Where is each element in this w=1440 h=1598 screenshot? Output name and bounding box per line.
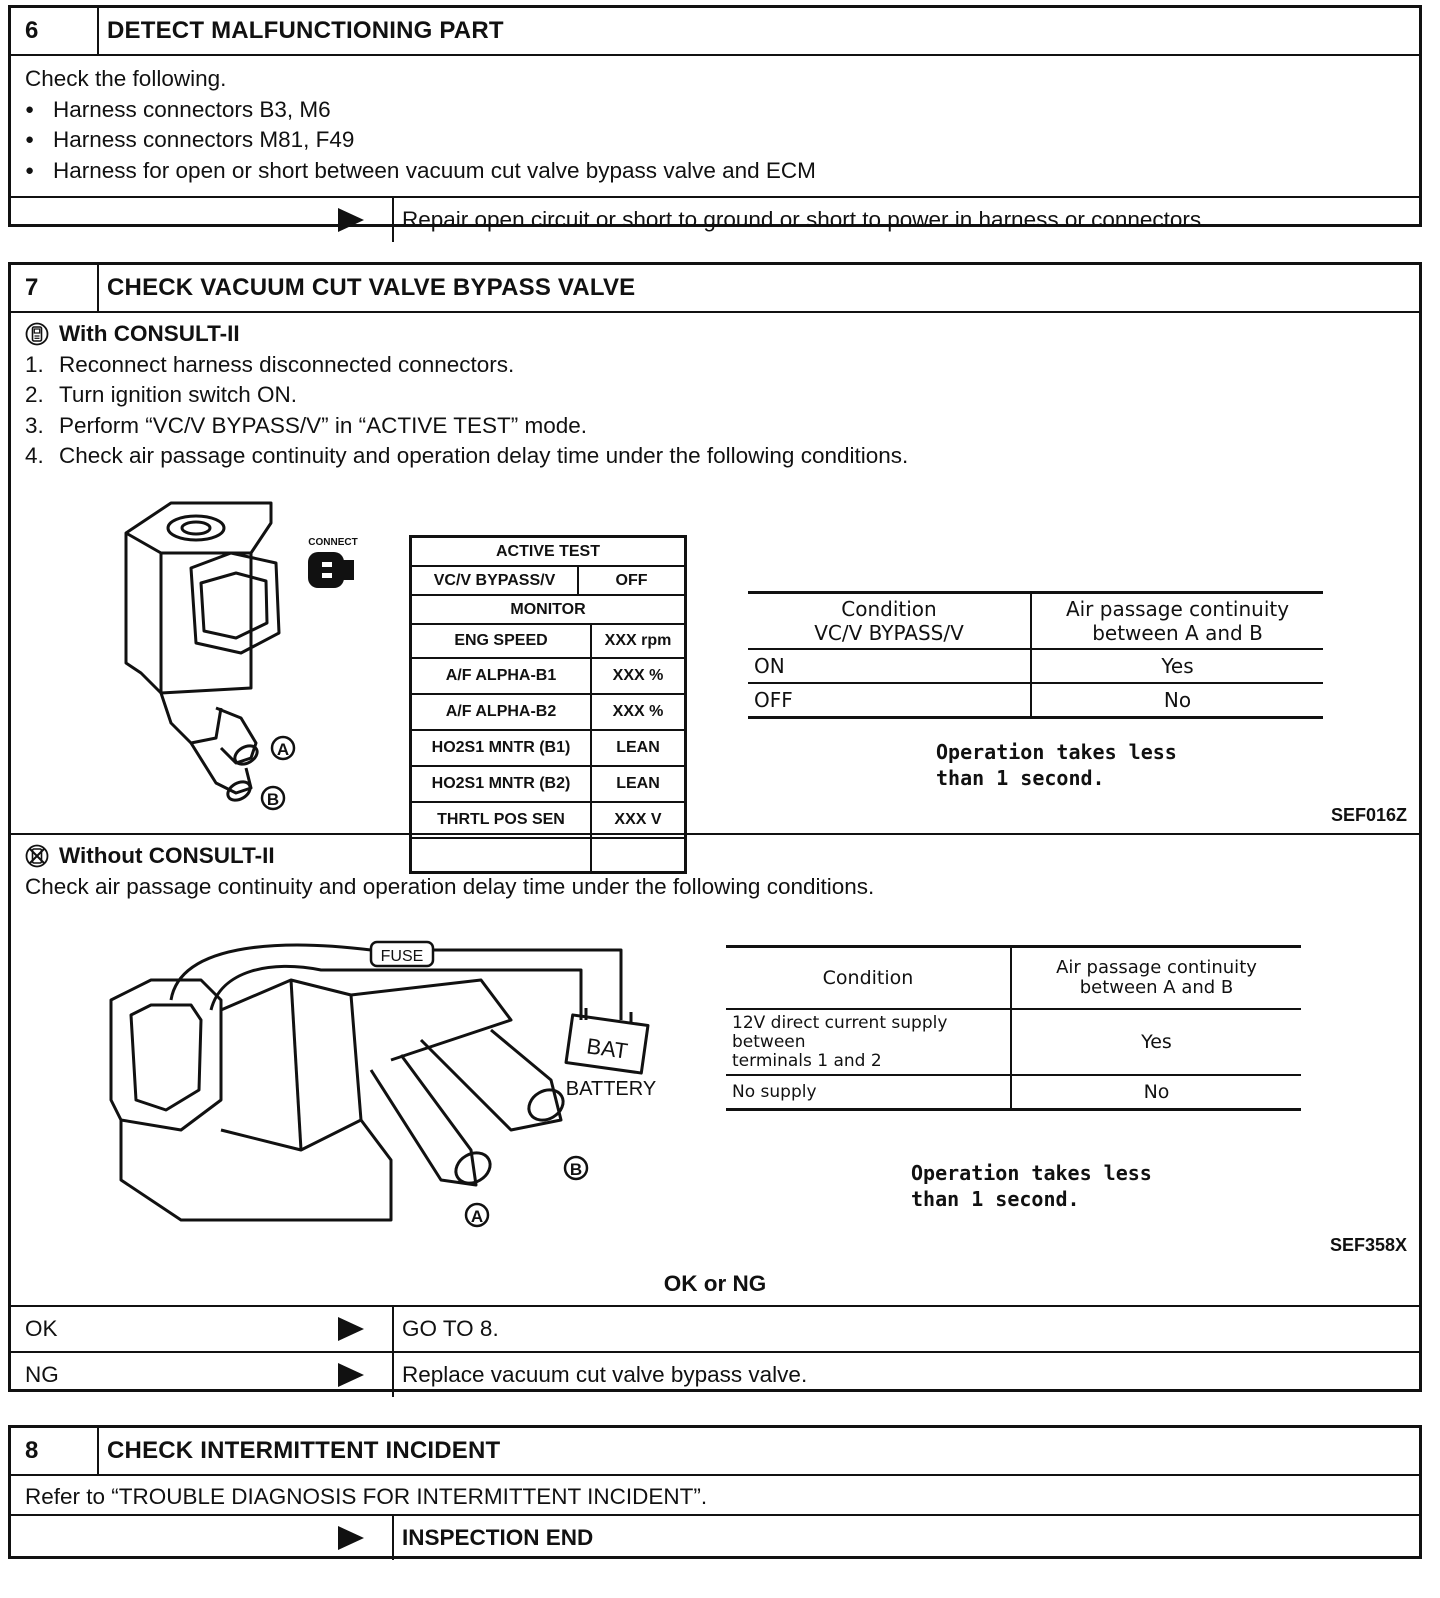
step-number: 6	[11, 8, 99, 54]
header-line: VC/V BYPASS/V	[814, 621, 964, 645]
step-text: Check air passage continuity and operation delay time under the following conditions.	[59, 443, 909, 468]
step-index: 3.	[25, 412, 44, 438]
condition-row	[748, 683, 1323, 718]
result-row	[11, 196, 1419, 242]
result-label-cell	[11, 198, 394, 242]
with-consult-section	[11, 313, 1419, 835]
condition-table-consult	[748, 591, 1323, 719]
monitor-item-value: LEAN	[616, 739, 660, 756]
note-line: than 1 second.	[911, 1187, 1080, 1211]
monitor-item-name: ENG SPEED	[412, 625, 592, 657]
monitor-item-value: XXX V	[614, 811, 662, 828]
consult-test-item-row	[412, 567, 684, 596]
bullet-item: ● Harness for open or short between vacuum cut valve bypass valve and ECM	[25, 156, 1405, 187]
monitor-item-value: XXX %	[612, 703, 664, 720]
monitor-item-value: LEAN	[616, 775, 660, 792]
test-item-name: VC/V BYPASS/V	[412, 567, 579, 594]
condition-table-header	[748, 593, 1323, 650]
condition-table-header	[726, 947, 1301, 1010]
step-6	[8, 5, 1422, 232]
result-cell: Yes	[1031, 649, 1323, 683]
condition-cell	[726, 1009, 1011, 1075]
condition-cell: No supply	[726, 1075, 1011, 1110]
monitor-row	[412, 659, 684, 695]
condition-line: terminals 1 and 2	[732, 1050, 882, 1071]
without-consult-section	[11, 835, 1419, 1305]
operation-note	[911, 1160, 1152, 1212]
fuse-label: FUSE	[380, 948, 424, 965]
step-number: 7	[11, 265, 99, 311]
condition-col-header	[748, 593, 1031, 650]
bypass-valve-battery-illustration	[91, 920, 691, 1230]
condition-row	[726, 1009, 1301, 1075]
port-b-label: B	[569, 1160, 583, 1179]
monitor-row	[412, 625, 684, 659]
test-item-value: OFF	[615, 571, 648, 589]
condition-row	[748, 649, 1323, 683]
active-test-title: ACTIVE TEST	[495, 542, 600, 560]
monitor-item-name: HO2S1 MNTR (B1)	[412, 731, 592, 765]
step-body	[11, 1476, 1419, 1514]
figure-code: SEF358X	[1329, 1235, 1407, 1255]
step-index: 4.	[25, 443, 44, 468]
port-b-label: B	[266, 790, 280, 809]
note-line: Operation takes less	[911, 1161, 1152, 1185]
no-consult-icon	[25, 844, 49, 868]
continuity-col-header	[1031, 593, 1323, 650]
arrow-right-icon	[338, 1526, 364, 1550]
monitor-item-name: A/F ALPHA-B1	[412, 659, 592, 693]
condition-row	[726, 1075, 1301, 1110]
step-body	[11, 56, 1419, 196]
step-title: DETECT MALFUNCTIONING PART	[107, 17, 504, 44]
header-line: between A and B	[1079, 977, 1234, 998]
consult-icon	[25, 322, 49, 346]
step-text: Reconnect harness disconnected connectors.	[59, 351, 515, 377]
step-header	[11, 8, 1419, 56]
monitor-item-value: XXX rpm	[604, 632, 672, 649]
arrow-right-icon	[338, 1317, 364, 1341]
result-row	[11, 1514, 1419, 1560]
with-consult-text	[11, 313, 1419, 480]
step-text: Perform “VC/V BYPASS/V” in “ACTIVE TEST” mode.	[59, 412, 588, 438]
port-a-label: A	[470, 1207, 484, 1226]
without-consult-intro: Check air passage continuity and operation delay time under the following conditions.	[25, 873, 875, 899]
step-8	[8, 1425, 1422, 1559]
bullet-item: ● Harness connectors B3, M6	[25, 95, 1405, 126]
step-number: 8	[11, 1428, 99, 1474]
operation-note	[936, 739, 1177, 791]
result-cell: No	[1011, 1075, 1301, 1110]
bat-label: BAT	[585, 1033, 630, 1064]
ok-ng-heading: OK or NG	[663, 1271, 767, 1296]
ok-row	[11, 1305, 1419, 1351]
ng-row	[11, 1351, 1419, 1397]
consult-monitor-row	[412, 596, 684, 625]
result-cell: Yes	[1011, 1009, 1301, 1075]
battery-label: BATTERY	[565, 1078, 657, 1100]
result-text: INSPECTION END	[402, 1525, 594, 1550]
ng-result: Replace vacuum cut valve bypass valve.	[402, 1362, 808, 1387]
condition-table-battery	[726, 945, 1301, 1111]
ng-label	[11, 1353, 394, 1397]
header-line: Condition	[841, 597, 937, 621]
result-cell: No	[1031, 683, 1323, 718]
step-text: Turn ignition switch ON.	[59, 382, 297, 407]
condition-line: 12V direct current supply between	[732, 1012, 948, 1052]
step-intro: Check the following.	[25, 66, 227, 91]
monitor-title: MONITOR	[510, 600, 586, 618]
header-line: Air passage continuity	[1065, 597, 1290, 621]
step-title: CHECK INTERMITTENT INCIDENT	[107, 1437, 501, 1464]
step-header	[11, 265, 1419, 313]
note-line: Operation takes less	[936, 740, 1177, 764]
figure-code: SEF016Z	[1330, 805, 1407, 825]
arrow-right-icon	[338, 208, 364, 232]
step-index: 1.	[25, 351, 44, 377]
monitor-item-value: XXX %	[612, 667, 664, 684]
step-header	[11, 1428, 1419, 1476]
without-consult-heading	[25, 841, 1405, 872]
procedure-step	[25, 380, 1405, 411]
consult-table-title-row	[412, 538, 684, 567]
monitor-row	[412, 803, 684, 839]
procedure-step	[25, 411, 1405, 442]
without-consult-label: Without CONSULT-II	[59, 843, 275, 868]
note-line: than 1 second.	[936, 766, 1105, 790]
result-label-cell	[11, 1516, 394, 1560]
condition-cell: ON	[748, 649, 1031, 683]
consult-screen-table	[409, 535, 687, 874]
ok-label	[11, 1307, 394, 1351]
connect-label: CONNECT	[308, 537, 358, 548]
port-a-label: A	[276, 740, 290, 759]
arrow-right-icon	[338, 1363, 364, 1387]
continuity-col-header	[1011, 947, 1301, 1010]
procedure-step	[25, 350, 1405, 381]
monitor-item-name: THRTL POS SEN	[412, 803, 592, 837]
monitor-row	[412, 767, 684, 803]
ng-text: NG	[25, 1362, 59, 1387]
ok-result: GO TO 8.	[402, 1316, 499, 1341]
result-text: Repair open circuit or short to ground or short to power in harness or connectors.	[402, 207, 1208, 232]
monitor-row	[412, 695, 684, 731]
condition-cell: OFF	[748, 683, 1031, 718]
bullet-item: ● Harness connectors M81, F49	[25, 125, 1405, 156]
monitor-item-name: A/F ALPHA-B2	[412, 695, 592, 729]
ok-text: OK	[25, 1316, 58, 1341]
monitor-item-name: HO2S1 MNTR (B2)	[412, 767, 592, 801]
monitor-row	[412, 731, 684, 767]
step-text: Refer to “TROUBLE DIAGNOSIS FOR INTERMITTENT INCIDENT”.	[25, 1484, 708, 1509]
connect-indicator	[298, 537, 368, 597]
connect-icon	[298, 548, 368, 592]
step-index: 2.	[25, 382, 44, 407]
with-consult-heading	[25, 319, 1405, 350]
condition-col-header: Condition	[726, 947, 1011, 1010]
header-line: Air passage continuity	[1056, 957, 1257, 978]
header-line: between A and B	[1092, 621, 1263, 645]
without-consult-text	[11, 835, 1419, 910]
step-title: CHECK VACUUM CUT VALVE BYPASS VALVE	[107, 274, 636, 301]
with-consult-label: With CONSULT-II	[59, 321, 240, 346]
procedure-step	[25, 441, 1405, 472]
step-7	[8, 262, 1422, 1392]
